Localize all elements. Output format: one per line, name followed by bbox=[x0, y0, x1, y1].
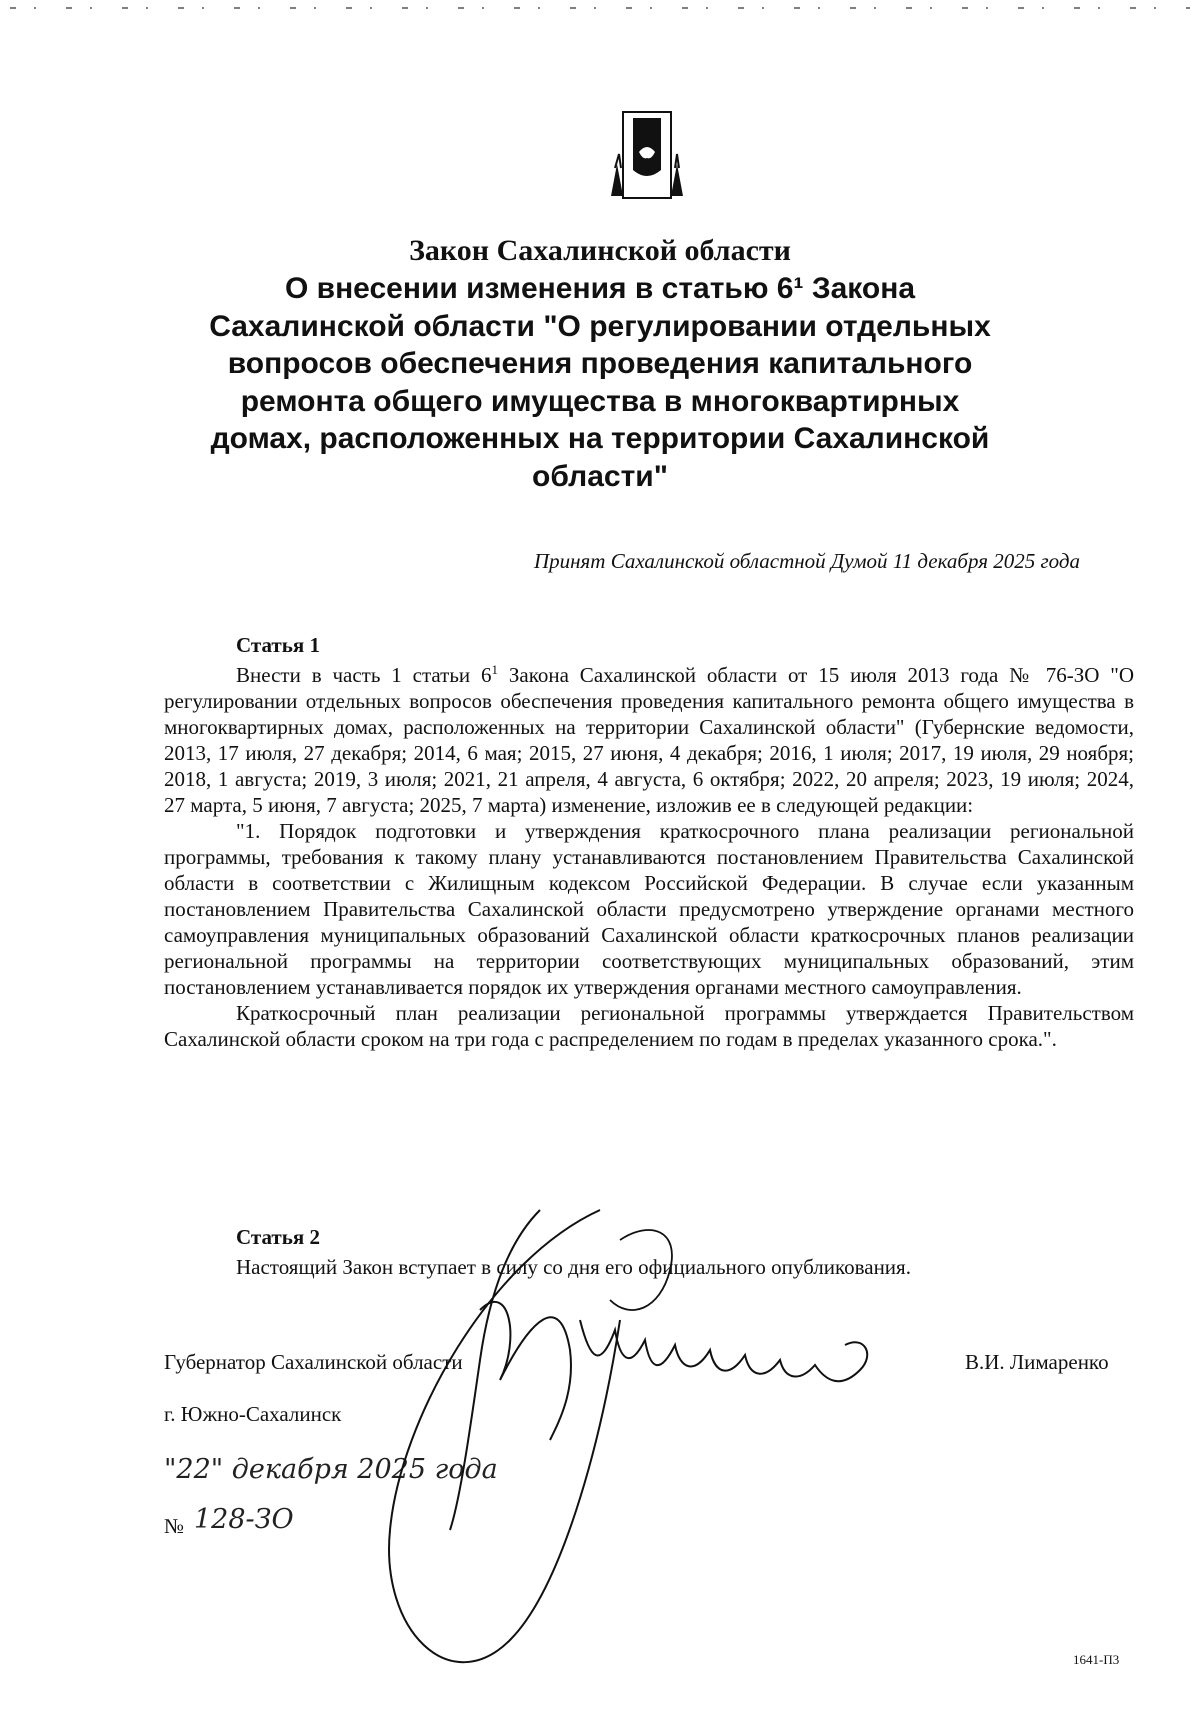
governor-signature-icon bbox=[370, 1200, 970, 1700]
law-subtitle: О внесении изменения в статью 6¹ Закона Сахалинской области "О регулировании отдельных вопросов обеспечения проведения капитального ремонта общего имущества в многоквартирных домах, расположенных на территории Сахалинской области" bbox=[209, 272, 991, 493]
article-1-paragraph-2: "1. Порядок подготовки и утверждения краткосрочного плана реализации региональной программы, требования к такому плану устанавливаются постановлением Правительства Сахалинской области в соответствии с Жилищным кодексом Российской Федерации. В случае если указанным постановлением Правительства Сахалинской области предусмотрено утверждение органами местного самоуправления муниципальных образований Сахалинской области краткосрочных планов реализации региональной программы на территории соответствующих муниципальных образований, этим постановлением устанавливается порядок их утверждения органами местного самоуправления. bbox=[164, 819, 1134, 999]
law-title: Закон Сахалинской области bbox=[409, 234, 791, 267]
governor-name: В.И. Лимаренко bbox=[965, 1350, 1109, 1374]
handwritten-law-number: 128-ЗО bbox=[194, 1504, 294, 1535]
law-title-block bbox=[160, 232, 1040, 495]
scan-artifact-line bbox=[0, 6, 1200, 10]
article-2-paragraph-1: Настоящий Закон вступает в силу со дня его официального опубликования. bbox=[236, 1255, 911, 1279]
article-2-heading: Статья 2 bbox=[236, 1225, 320, 1249]
article-1-heading: Статья 1 bbox=[236, 633, 320, 657]
sakhalin-coat-of-arms-icon bbox=[607, 108, 687, 200]
article-1-paragraph-1: Внести в часть 1 статьи $6^1$ Закона Сахалинской области от 15 июля 2013 года № 76-ЗО "О регулировании отдельных вопросов обеспечения проведения капитального ремонта общего имущества в многоквартирных домах, расположенных на территории Сахалинской области" (Губернские ведомости, 2013, 17 июля, 27 декабря; 2014, 6 мая; 2015, 27 июня, 4 декабря; 2016, 1 июля; 2017, 19 июля, 29 ноября; 2018, 1 августа; 2019, 3 июля; 2021, 21 апреля, 4 августа, 6 октября; 2022, 20 апреля; 2023, 19 июля; 2024, 27 марта, 5 июня, 7 августа; 2025, 7 марта) изменение, изложив ее в следующей редакции: bbox=[164, 662, 1134, 817]
article-1-body bbox=[164, 662, 1134, 1052]
governor-label: Губернатор Сахалинской области bbox=[164, 1350, 463, 1374]
adoption-note: Принят Сахалинской областной Думой 11 декабря 2025 года bbox=[533, 549, 1080, 573]
article-1-paragraph-3: Краткосрочный план реализации региональной программы утверждается Правительством Сахалинской области сроком на три года с распределением по годам в пределах указанного срока.". bbox=[164, 1001, 1134, 1051]
city-label: г. Южно-Сахалинск bbox=[164, 1402, 342, 1426]
handwritten-date: "22" декабря 2025 года bbox=[164, 1454, 498, 1485]
document-footer-code: 1641-П3 bbox=[1073, 1652, 1120, 1667]
law-number-prefix: № bbox=[164, 1514, 185, 1538]
